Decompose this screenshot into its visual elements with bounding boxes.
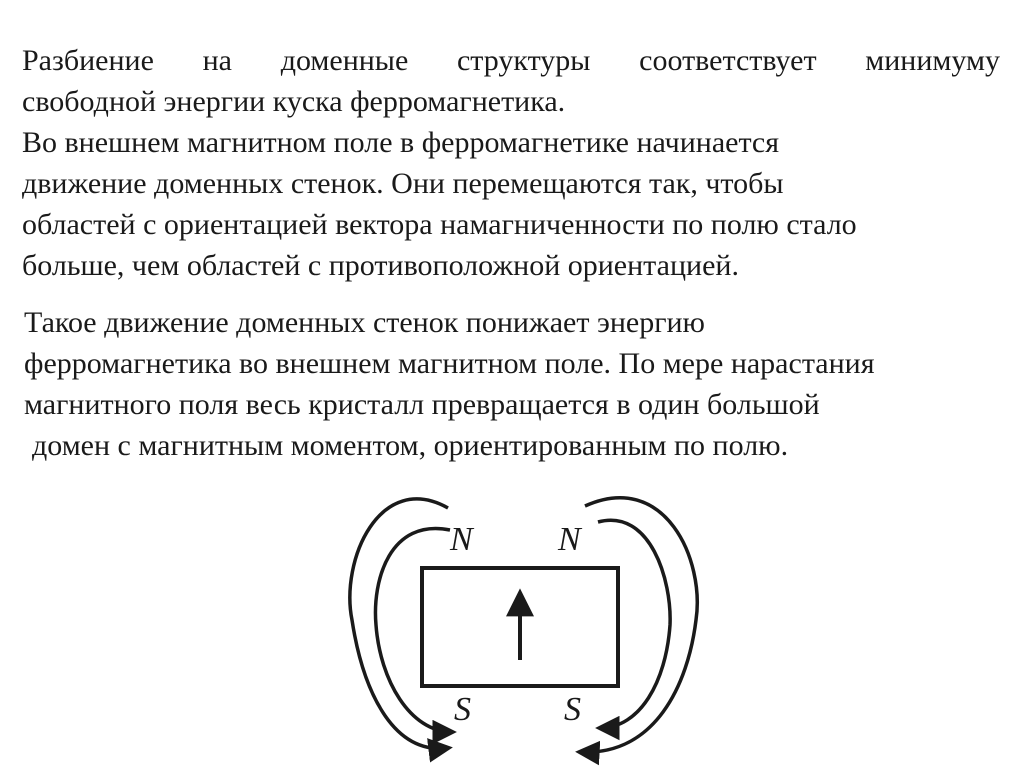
text-line: больше, чем областей с противоположной ориентацией.	[22, 249, 739, 282]
field-line-right-inner	[598, 520, 670, 728]
text-line: магнитного поля весь кристалл превращается в один большой	[24, 388, 820, 421]
text-line: домен с магнитным моментом, ориентированным по полю.	[32, 429, 789, 462]
field-line-left-outer	[350, 499, 448, 749]
magnet-field-svg	[340, 470, 710, 767]
text-line: Во внешнем магнитном поле в ферромагнетике начинается	[22, 126, 780, 159]
north-pole-label-right: N	[558, 521, 581, 558]
text-line: свободной энергии куска ферромагнетика.	[22, 85, 566, 118]
text-line: движение доменных стенок. Они перемещаются так, чтобы	[22, 167, 784, 200]
field-line-left-inner	[375, 528, 452, 732]
text-line: Такое движение доменных стенок понижает энергию	[24, 306, 705, 339]
field-line-right-outer	[580, 498, 697, 752]
north-pole-label-left: N	[450, 521, 473, 558]
text-line: Разбиение на доменные структуры соответствует минимуму	[22, 44, 1000, 77]
paragraph-domain-wall-motion	[24, 302, 1004, 466]
south-pole-label-right: S	[564, 691, 581, 728]
south-pole-label-left: S	[454, 691, 471, 728]
magnet-field-diagram	[340, 470, 710, 767]
paragraph-domain-structure	[22, 40, 1000, 286]
text-line: областей с ориентацией вектора намагниченности по полю стало	[22, 208, 857, 241]
text-line: ферромагнетика во внешнем магнитном поле. По мере нарастания	[24, 347, 875, 380]
